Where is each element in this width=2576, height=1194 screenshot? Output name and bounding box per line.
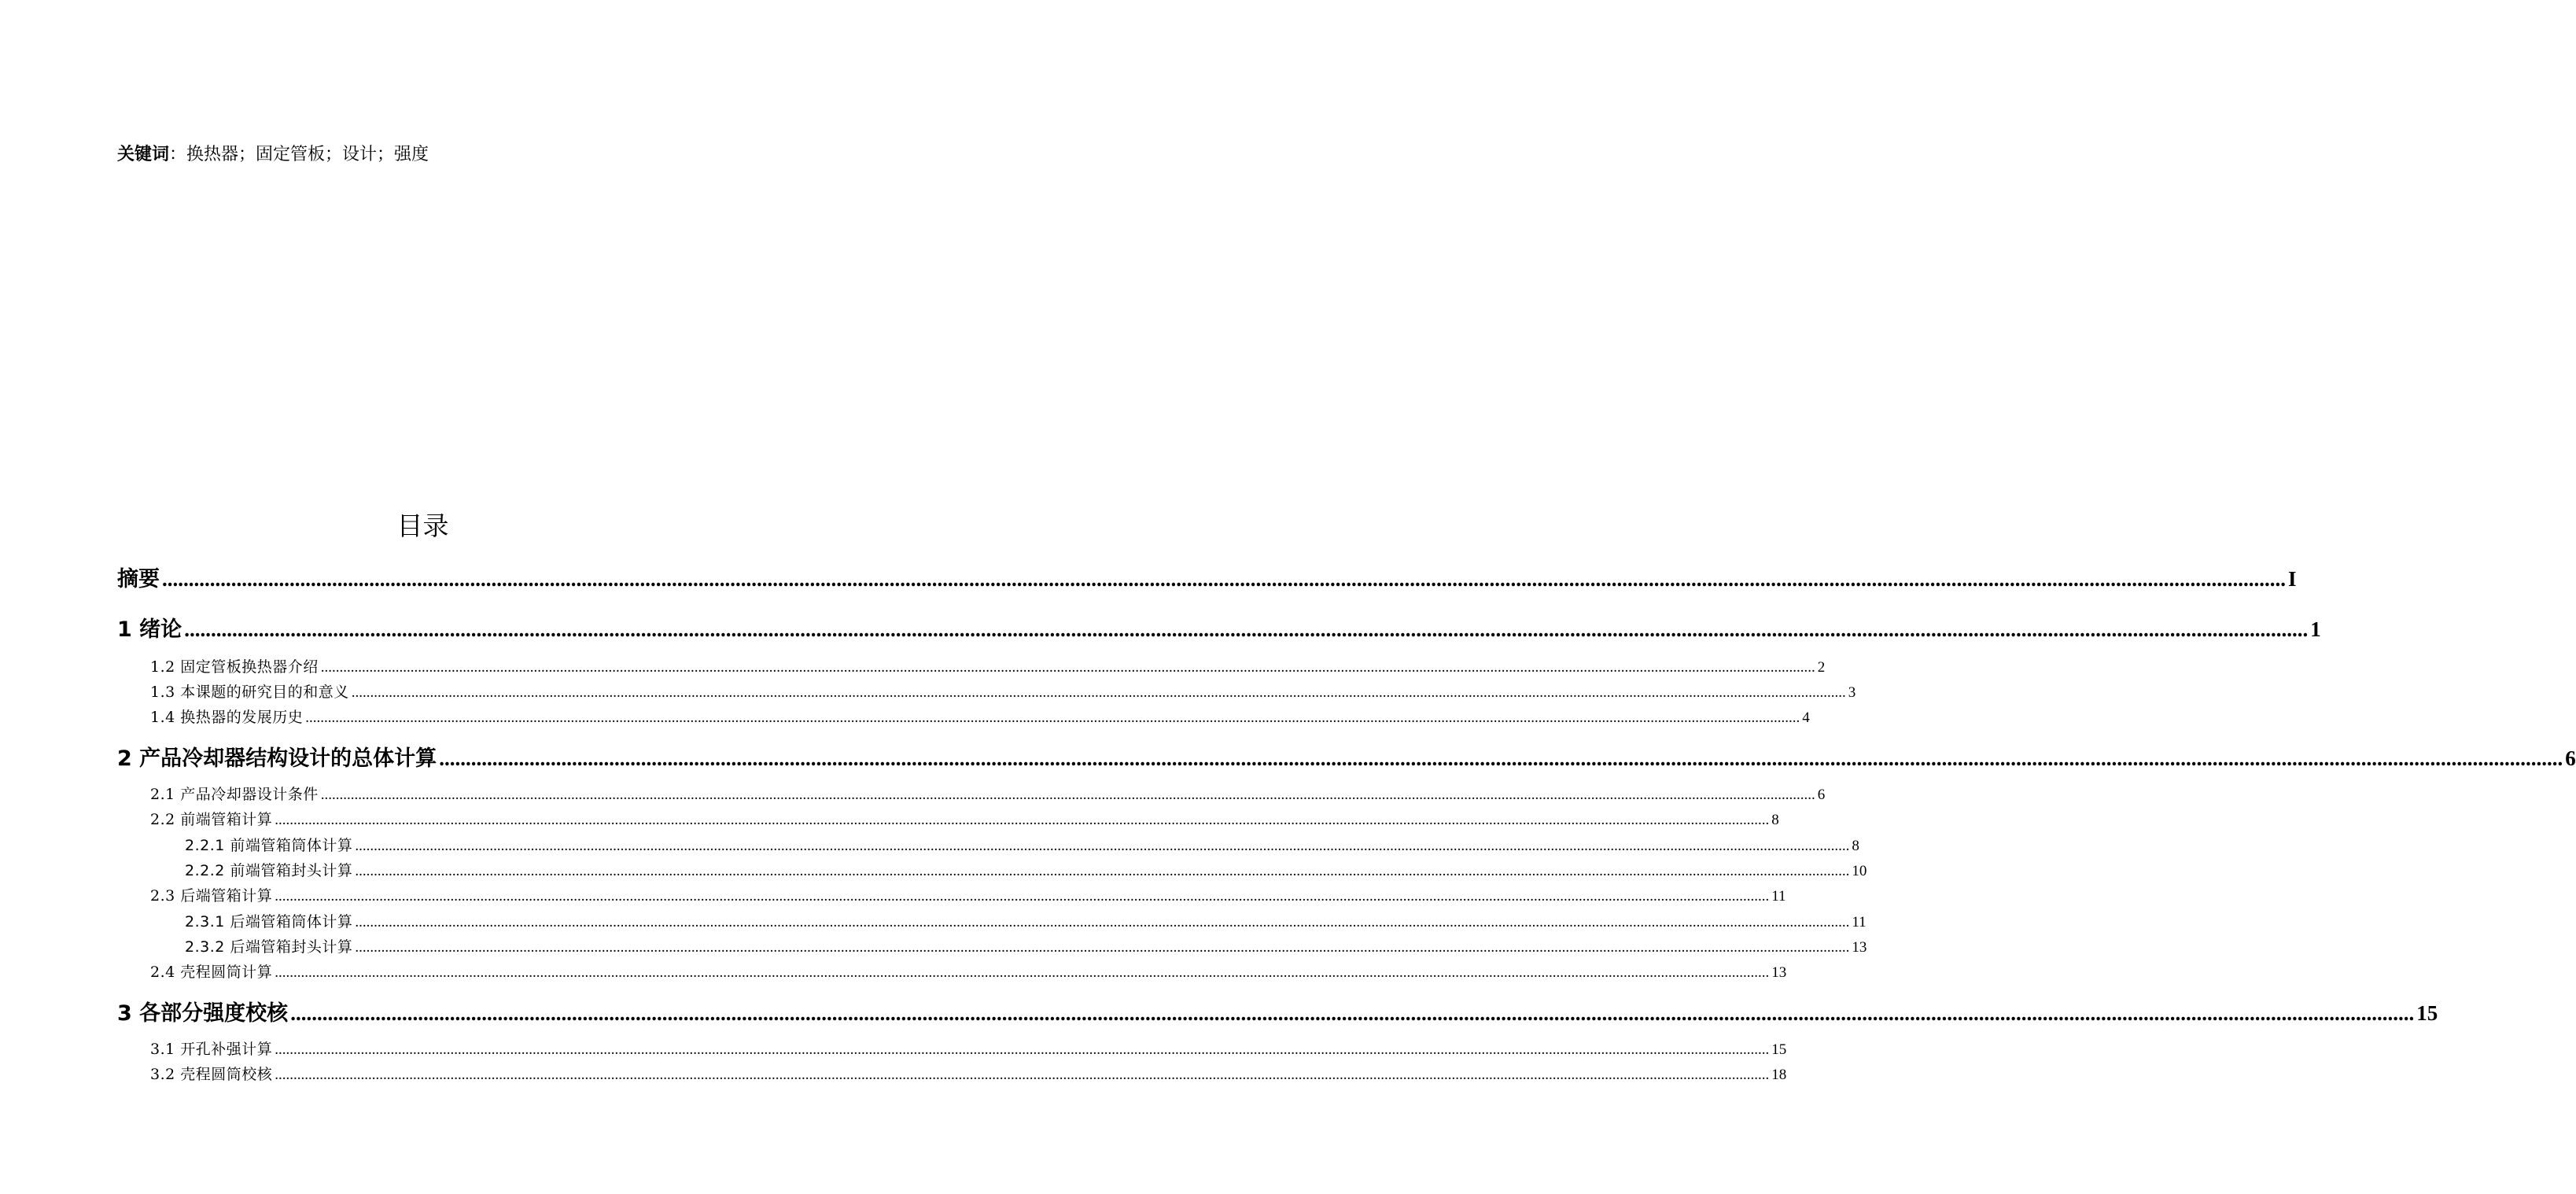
toc-dot-leader: ................................................................................................................................................................................................................................................................................................................................................................................................................ — [275, 812, 1770, 828]
toc-dot-leader: ................................................................................................................................................................................................................................................................................................................................................................................................................ — [355, 914, 1850, 931]
toc-entry[interactable] — [117, 997, 2438, 1029]
toc-dot-leader: ................................................................................................................................................................................................................................................................................................................................................................................................................ — [290, 1001, 2415, 1025]
toc-dot-leader: ................................................................................................................................................................................................................................................................................................................................................................................................................ — [275, 1067, 1770, 1083]
keywords-line — [117, 142, 429, 168]
toc-entry[interactable] — [117, 563, 2297, 595]
toc-entry-page-number: 6 — [2565, 746, 2576, 770]
toc-entry-label: 2.3.2 后端管箱封头计算 — [185, 938, 353, 956]
toc-entry-label: 3.1 开孔补强计算 — [150, 1041, 273, 1058]
toc-entry-page-number: 13 — [1852, 939, 1867, 956]
toc-entry[interactable] — [117, 614, 2321, 645]
toc-entry[interactable] — [185, 935, 1867, 959]
toc-dot-leader: ................................................................................................................................................................................................................................................................................................................................................................................................................ — [275, 964, 1770, 981]
toc-entry-label: 摘要 — [117, 567, 160, 591]
toc-entry[interactable] — [150, 706, 1810, 729]
toc-entry-label: 1 绪论 — [117, 617, 182, 642]
toc-entry[interactable] — [150, 655, 1826, 679]
toc-entry-label: 3 各部分强度校核 — [117, 1001, 289, 1026]
toc-entry[interactable] — [185, 910, 1867, 934]
toc-dot-leader: ................................................................................................................................................................................................................................................................................................................................................................................................................ — [320, 787, 1815, 803]
toc-entry-page-number: 11 — [1852, 914, 1867, 931]
toc-entry[interactable] — [150, 680, 1856, 704]
toc-entry-label: 2.1 产品冷却器设计条件 — [150, 786, 319, 803]
toc-entry-page-number: 11 — [1771, 888, 1786, 905]
toc-dot-leader: ................................................................................................................................................................................................................................................................................................................................................................................................................ — [320, 659, 1815, 676]
toc-entry-label: 2.3 后端管箱计算 — [150, 887, 273, 905]
toc-entry-label: 2.2.2 前端管箱封头计算 — [185, 862, 353, 879]
toc-entry[interactable] — [185, 834, 1859, 857]
toc-dot-leader: ................................................................................................................................................................................................................................................................................................................................................................................................................ — [355, 939, 1850, 956]
toc-entry-page-number: 8 — [1852, 838, 1859, 854]
toc-entry-label: 2 产品冷却器结构设计的总体计算 — [117, 746, 437, 771]
toc-dot-leader: ................................................................................................................................................................................................................................................................................................................................................................................................................ — [355, 863, 1850, 879]
toc-entry[interactable] — [150, 808, 1779, 831]
toc-entry-page-number: 18 — [1771, 1067, 1787, 1083]
toc-dot-leader: ................................................................................................................................................................................................................................................................................................................................................................................................................ — [439, 746, 2563, 770]
toc-entry-page-number: 15 — [2416, 1001, 2438, 1025]
keywords-text: ：换热器；固定管板；设计；强度 — [169, 145, 429, 164]
toc-dot-leader: ................................................................................................................................................................................................................................................................................................................................................................................................................ — [351, 684, 1846, 701]
keywords-label: 关键词 — [117, 145, 170, 164]
toc-entry-page-number: 8 — [1771, 812, 1779, 828]
toc-entry-label: 2.2.1 前端管箱筒体计算 — [185, 837, 353, 854]
toc-entry-page-number: 1 — [2310, 617, 2321, 641]
toc-entry-label: 3.2 壳程圆筒校核 — [150, 1066, 273, 1083]
toc-title: 目录 — [396, 510, 449, 541]
toc-dot-leader: ................................................................................................................................................................................................................................................................................................................................................................................................................ — [355, 838, 1850, 854]
toc-entry[interactable] — [150, 1063, 1787, 1086]
toc-entry-label: 2.3.1 后端管箱筒体计算 — [185, 913, 353, 931]
toc-entry-page-number: 2 — [1817, 659, 1826, 676]
toc-entry[interactable] — [150, 960, 1787, 984]
toc-entry-page-number: 13 — [1771, 964, 1787, 981]
toc-entry[interactable] — [185, 859, 1867, 883]
toc-entry[interactable] — [150, 783, 1826, 806]
toc-entry[interactable] — [150, 1037, 1787, 1061]
toc-entry-label: 1.4 换热器的发展历史 — [150, 709, 304, 726]
toc-entry-page-number: 10 — [1852, 863, 1867, 879]
toc-dot-leader: ................................................................................................................................................................................................................................................................................................................................................................................................................ — [275, 1041, 1770, 1058]
toc-entry-label: 2.2 前端管箱计算 — [150, 811, 273, 828]
toc-entry-page-number: 3 — [1848, 684, 1856, 701]
toc-entry[interactable] — [150, 884, 1786, 908]
toc-dot-leader: ................................................................................................................................................................................................................................................................................................................................................................................................................ — [162, 567, 2286, 591]
toc-entry-label: 1.2 固定管板换热器介绍 — [150, 658, 319, 676]
toc-dot-leader: ................................................................................................................................................................................................................................................................................................................................................................................................................ — [275, 888, 1770, 905]
toc-entry-page-number: 4 — [1802, 709, 1810, 726]
toc-dot-leader: ................................................................................................................................................................................................................................................................................................................................................................................................................ — [305, 709, 1800, 726]
toc-entry[interactable] — [117, 743, 2576, 774]
toc-dot-leader: ................................................................................................................................................................................................................................................................................................................................................................................................................ — [184, 617, 2309, 641]
toc-entry-page-number: 6 — [1817, 787, 1826, 803]
toc-entry-page-number: I — [2288, 567, 2297, 591]
toc-entry-label: 1.3 本课题的研究目的和意义 — [150, 684, 349, 701]
toc-entry-label: 2.4 壳程圆筒计算 — [150, 964, 273, 981]
toc-entry-page-number: 15 — [1771, 1041, 1787, 1058]
